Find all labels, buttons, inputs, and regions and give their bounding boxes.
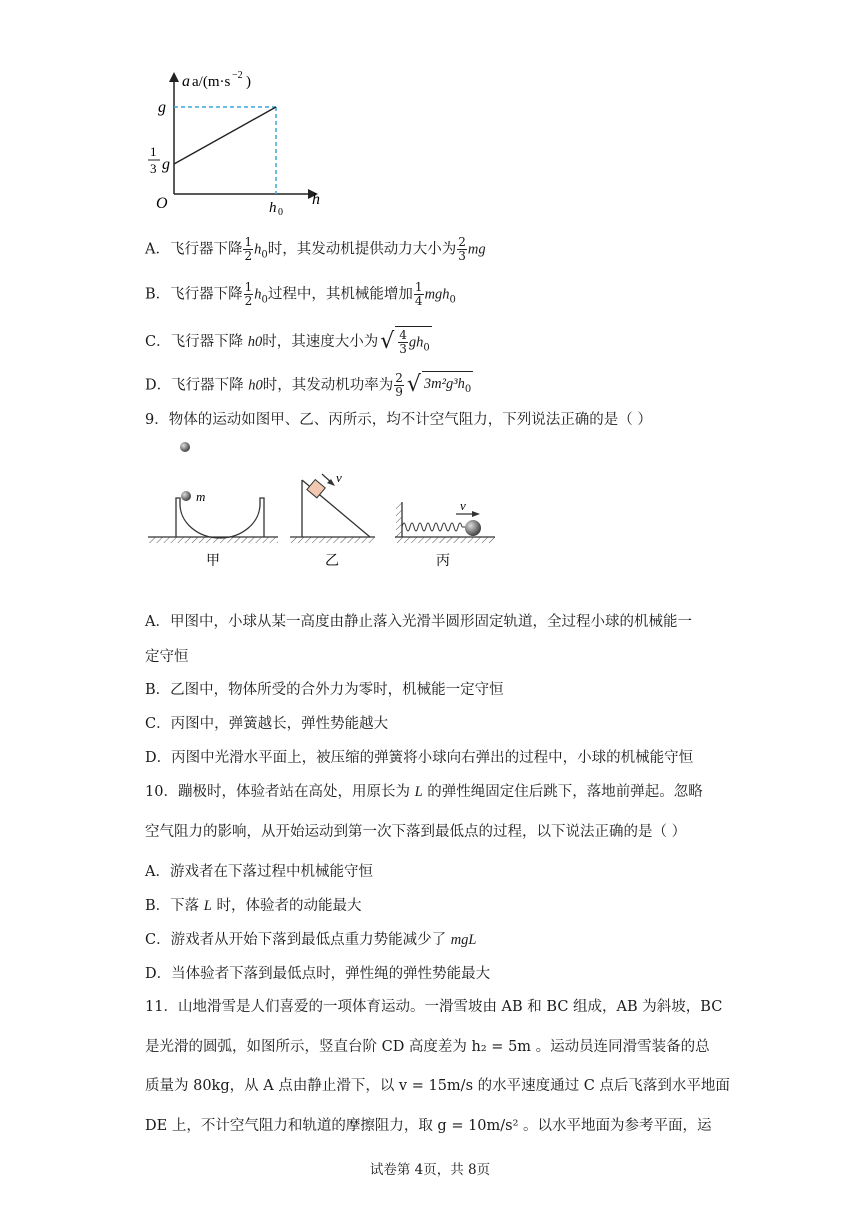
q9-figures	[140, 432, 520, 572]
svg-text:甲: 甲	[206, 554, 220, 569]
svg-text:v: v	[336, 470, 342, 485]
acceleration-height-graph	[140, 62, 340, 222]
q8-option-a: A．飞行器下降 $\frac{1}{2}$ $h_0$时，其发动机提供动力大小为 $\frac{2}{3}$ mg	[145, 235, 486, 263]
svg-text:3: 3	[150, 161, 157, 176]
q10-option-a: A．游戏者在下落过程中机械能守恒	[145, 864, 373, 880]
falling-ball	[180, 442, 190, 452]
q11-line3: 质量为 80kg，从 A 点由静止滑下，以 v = 15m/s 的水平速度通过 C 点后飞落到水平地面	[145, 1078, 730, 1094]
origin-label: O	[156, 195, 168, 212]
svg-text:−2: −2	[232, 70, 243, 81]
y-tick-third-g: g	[162, 156, 170, 173]
q10-option-c: C．游戏者从开始下落到最低点重力势能减少了 mgL	[145, 932, 477, 948]
q8-option-c: C．飞行器下降 h0时，其速度大小为√ $\frac{4}{3}$ $gh_0$	[145, 326, 432, 358]
q11-line4: DE 上，不计空气阻力和轨道的摩擦阻力，取 g = 10m/s² 。以水平地面为参考平面，运	[145, 1118, 712, 1134]
ball-on-track	[181, 491, 191, 501]
q8-option-b: B．飞行器下降 $\frac{1}{2}$ $h_0$过程中，其机械能增加 $\frac{1}{4}$ mgh$_0$	[145, 280, 456, 308]
q9-option-a-line2: 定守恒	[145, 649, 189, 665]
q9-option-a-line1: A．甲图中，小球从某一高度由静止落入光滑半圆形固定轨道，全过程小球的机械能一	[145, 614, 692, 630]
svg-text:a/(m·s: a/(m·s	[192, 74, 231, 90]
svg-text:丙: 丙	[436, 554, 450, 569]
svg-text:v: v	[460, 498, 466, 513]
svg-text:0: 0	[278, 207, 283, 218]
svg-text:乙: 乙	[325, 554, 339, 569]
svg-text:m: m	[196, 489, 206, 504]
page-footer: 试卷第 4页，共 8页	[369, 1162, 491, 1178]
ball-by-spring	[465, 520, 481, 536]
x-tick-h0: h	[269, 200, 277, 216]
x-axis-label: h	[312, 191, 320, 208]
q9-option-b: B．乙图中，物体所受的合外力为零时，机械能一定守恒	[145, 682, 504, 698]
q10-stem-line2: 空气阻力的影响，从开始运动到第一次下落到最低点的过程，以下说法正确的是（ ）	[145, 824, 687, 840]
q8-option-d: D．飞行器下降 h0时，其发动机功率为 $\frac{2}{9}$ √ $3m^2g^3h_0$	[145, 370, 472, 399]
svg-text:1: 1	[150, 144, 157, 159]
y-tick-g: g	[158, 99, 166, 116]
q9-option-c: C．丙图中，弹簧越长，弹性势能越大	[145, 716, 389, 732]
q10-option-d: D．当体验者下落到最低点时，弹性绳的弹性势能最大	[145, 966, 491, 982]
q10-option-b: B．下落 L 时，体验者的动能最大	[145, 898, 362, 914]
q10-stem-line1: 10．蹦极时，体验者站在高处，用原长为 L 的弹性绳固定住后跳下，落地前弹起。忽略	[145, 784, 703, 800]
q11-line1: 11．山地滑雪是人们喜爱的一项体育运动。一滑雪坡由 AB 和 BC 组成，AB 为斜坡，BC	[145, 999, 723, 1015]
block-on-incline	[307, 480, 325, 498]
q9-stem: 9．物体的运动如图甲、乙、丙所示，均不计空气阻力，下列说法正确的是（ ）	[145, 412, 652, 428]
svg-text:): )	[246, 74, 251, 90]
q11-line2: 是光滑的圆弧，如图所示，竖直台阶 CD 高度差为 h₂ = 5m 。运动员连同滑雪装备的总	[145, 1039, 710, 1055]
q9-option-d: D．丙图中光滑水平面上，被压缩的弹簧将小球向右弹出的过程中，小球的机械能守恒	[145, 750, 694, 766]
y-axis-label: a	[182, 73, 190, 90]
